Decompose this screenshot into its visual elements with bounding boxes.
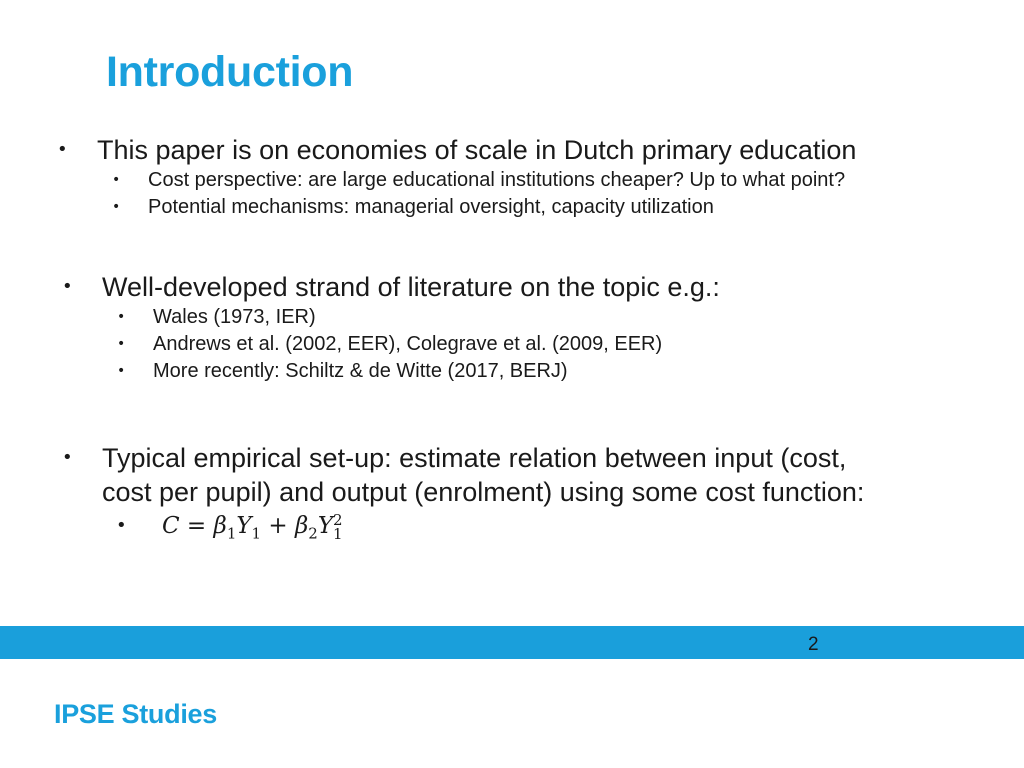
formula-y2-sup: 2 — [333, 511, 343, 529]
bullet-1 — [57, 133, 857, 167]
page-number: 2 — [808, 634, 819, 655]
bullet-2-sub-2-text: Andrews et al. (2002, EER), Colegrave et al. (2009, EER) — [153, 333, 663, 355]
formula-y2-sub: 1 — [333, 525, 343, 543]
formula-beta2: β — [295, 513, 309, 539]
sub-bullet-dot: • — [117, 309, 126, 325]
formula-y2: Y — [317, 513, 334, 539]
bullet-dot: • — [57, 139, 68, 160]
formula-y1-sub: 1 — [251, 524, 262, 543]
bullet-3-text-line1: Typical empirical set-up: estimate relation between input (cost, — [102, 443, 847, 473]
formula-beta1-sub: 1 — [226, 524, 237, 543]
formula-eq: = — [186, 513, 207, 539]
bullet-dot: • — [62, 447, 73, 468]
bullet-2-sub-3-text: More recently: Schiltz & de Witte (2017, BERJ) — [153, 360, 568, 382]
footer-band — [0, 626, 1024, 659]
bullet-1-text: This paper is on economies of scale in Dutch primary education — [97, 135, 857, 165]
formula-plus: + — [268, 513, 288, 539]
formula-beta1: β — [213, 513, 227, 539]
cost-function-formula — [116, 511, 343, 549]
bullet-2-sub-1-text: Wales (1973, IER) — [153, 306, 316, 328]
bullet-3-continuation — [102, 475, 864, 509]
bullet-1-sub-2-text: Potential mechanisms: managerial oversight, capacity utilization — [148, 196, 714, 218]
bullet-2-sub-2 — [117, 331, 663, 358]
bullet-2 — [62, 270, 720, 304]
sub-bullet-dot: • — [112, 199, 121, 215]
bullet-2-sub-1 — [117, 304, 316, 331]
bullet-3 — [62, 441, 847, 475]
bullet-2-text: Well-developed strand of literature on the topic e.g.: — [102, 272, 720, 302]
bullet-2-sub-3 — [117, 358, 568, 385]
bullet-1-sub-2 — [112, 194, 714, 221]
formula-lhs: C — [162, 513, 180, 539]
bullet-3-text-line2: cost per pupil) and output (enrolment) using some cost function: — [102, 477, 865, 507]
bullet-1-sub-1 — [112, 167, 846, 194]
slide-title: Introduction — [106, 48, 354, 96]
formula-y1: Y — [236, 513, 252, 539]
bullet-dot: • — [62, 276, 73, 297]
bullet-1-sub-1-text: Cost perspective: are large educational institutions cheaper? Up to what point? — [148, 169, 846, 191]
formula-beta2-sub: 2 — [308, 524, 318, 543]
sub-bullet-dot: • — [117, 363, 126, 379]
brand-logo-text: IPSE Studies — [54, 699, 217, 729]
sub-bullet-dot: • — [116, 515, 127, 536]
sub-bullet-dot: • — [112, 172, 121, 188]
sub-bullet-dot: • — [117, 336, 126, 352]
